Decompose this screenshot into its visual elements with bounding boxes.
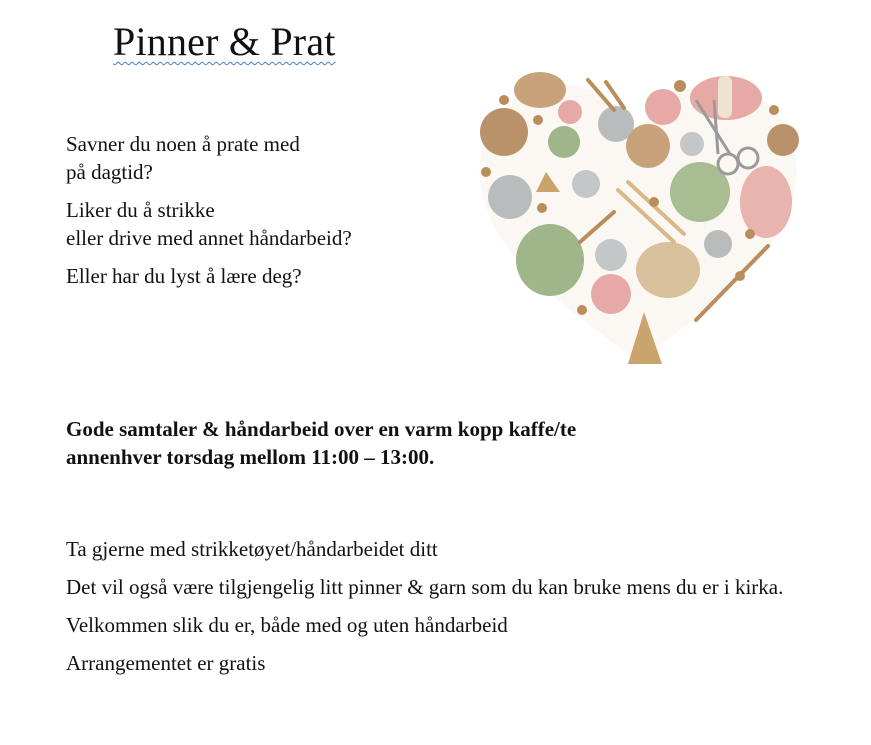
highlight-line1: Gode samtaler & håndarbeid over en varm kopp kaffe/te [66, 417, 577, 441]
yarn-heart-illustration [468, 62, 808, 374]
question-knit-line2: eller drive med annet håndarbeid? [66, 226, 352, 250]
question-talk [66, 130, 466, 186]
info-welcome: Velkommen slik du er, både med og uten håndarbeid [66, 613, 508, 637]
question-talk-line1: Savner du noen å prate med [66, 132, 300, 156]
question-knit [66, 196, 466, 252]
page-title: Pinner & Prat [113, 19, 336, 64]
event-highlight [66, 415, 766, 471]
question-learn: Eller har du lyst å lære deg? [66, 264, 302, 288]
info-available: Det vil også være tilgjengelig litt pinner & garn som du kan bruke mens du er i kirka. [66, 575, 784, 599]
question-talk-line2: på dagtid? [66, 160, 153, 184]
event-info [66, 535, 806, 687]
question-knit-line1: Liker du å strikke [66, 198, 215, 222]
info-free: Arrangementet er gratis [66, 651, 266, 675]
info-bring: Ta gjerne med strikketøyet/håndarbeidet ditt [66, 537, 438, 561]
highlight-line2: annenhver torsdag mellom 11:00 – 13:00. [66, 445, 435, 469]
intro-questions [66, 130, 466, 300]
yarn-heart-icon [468, 62, 808, 374]
